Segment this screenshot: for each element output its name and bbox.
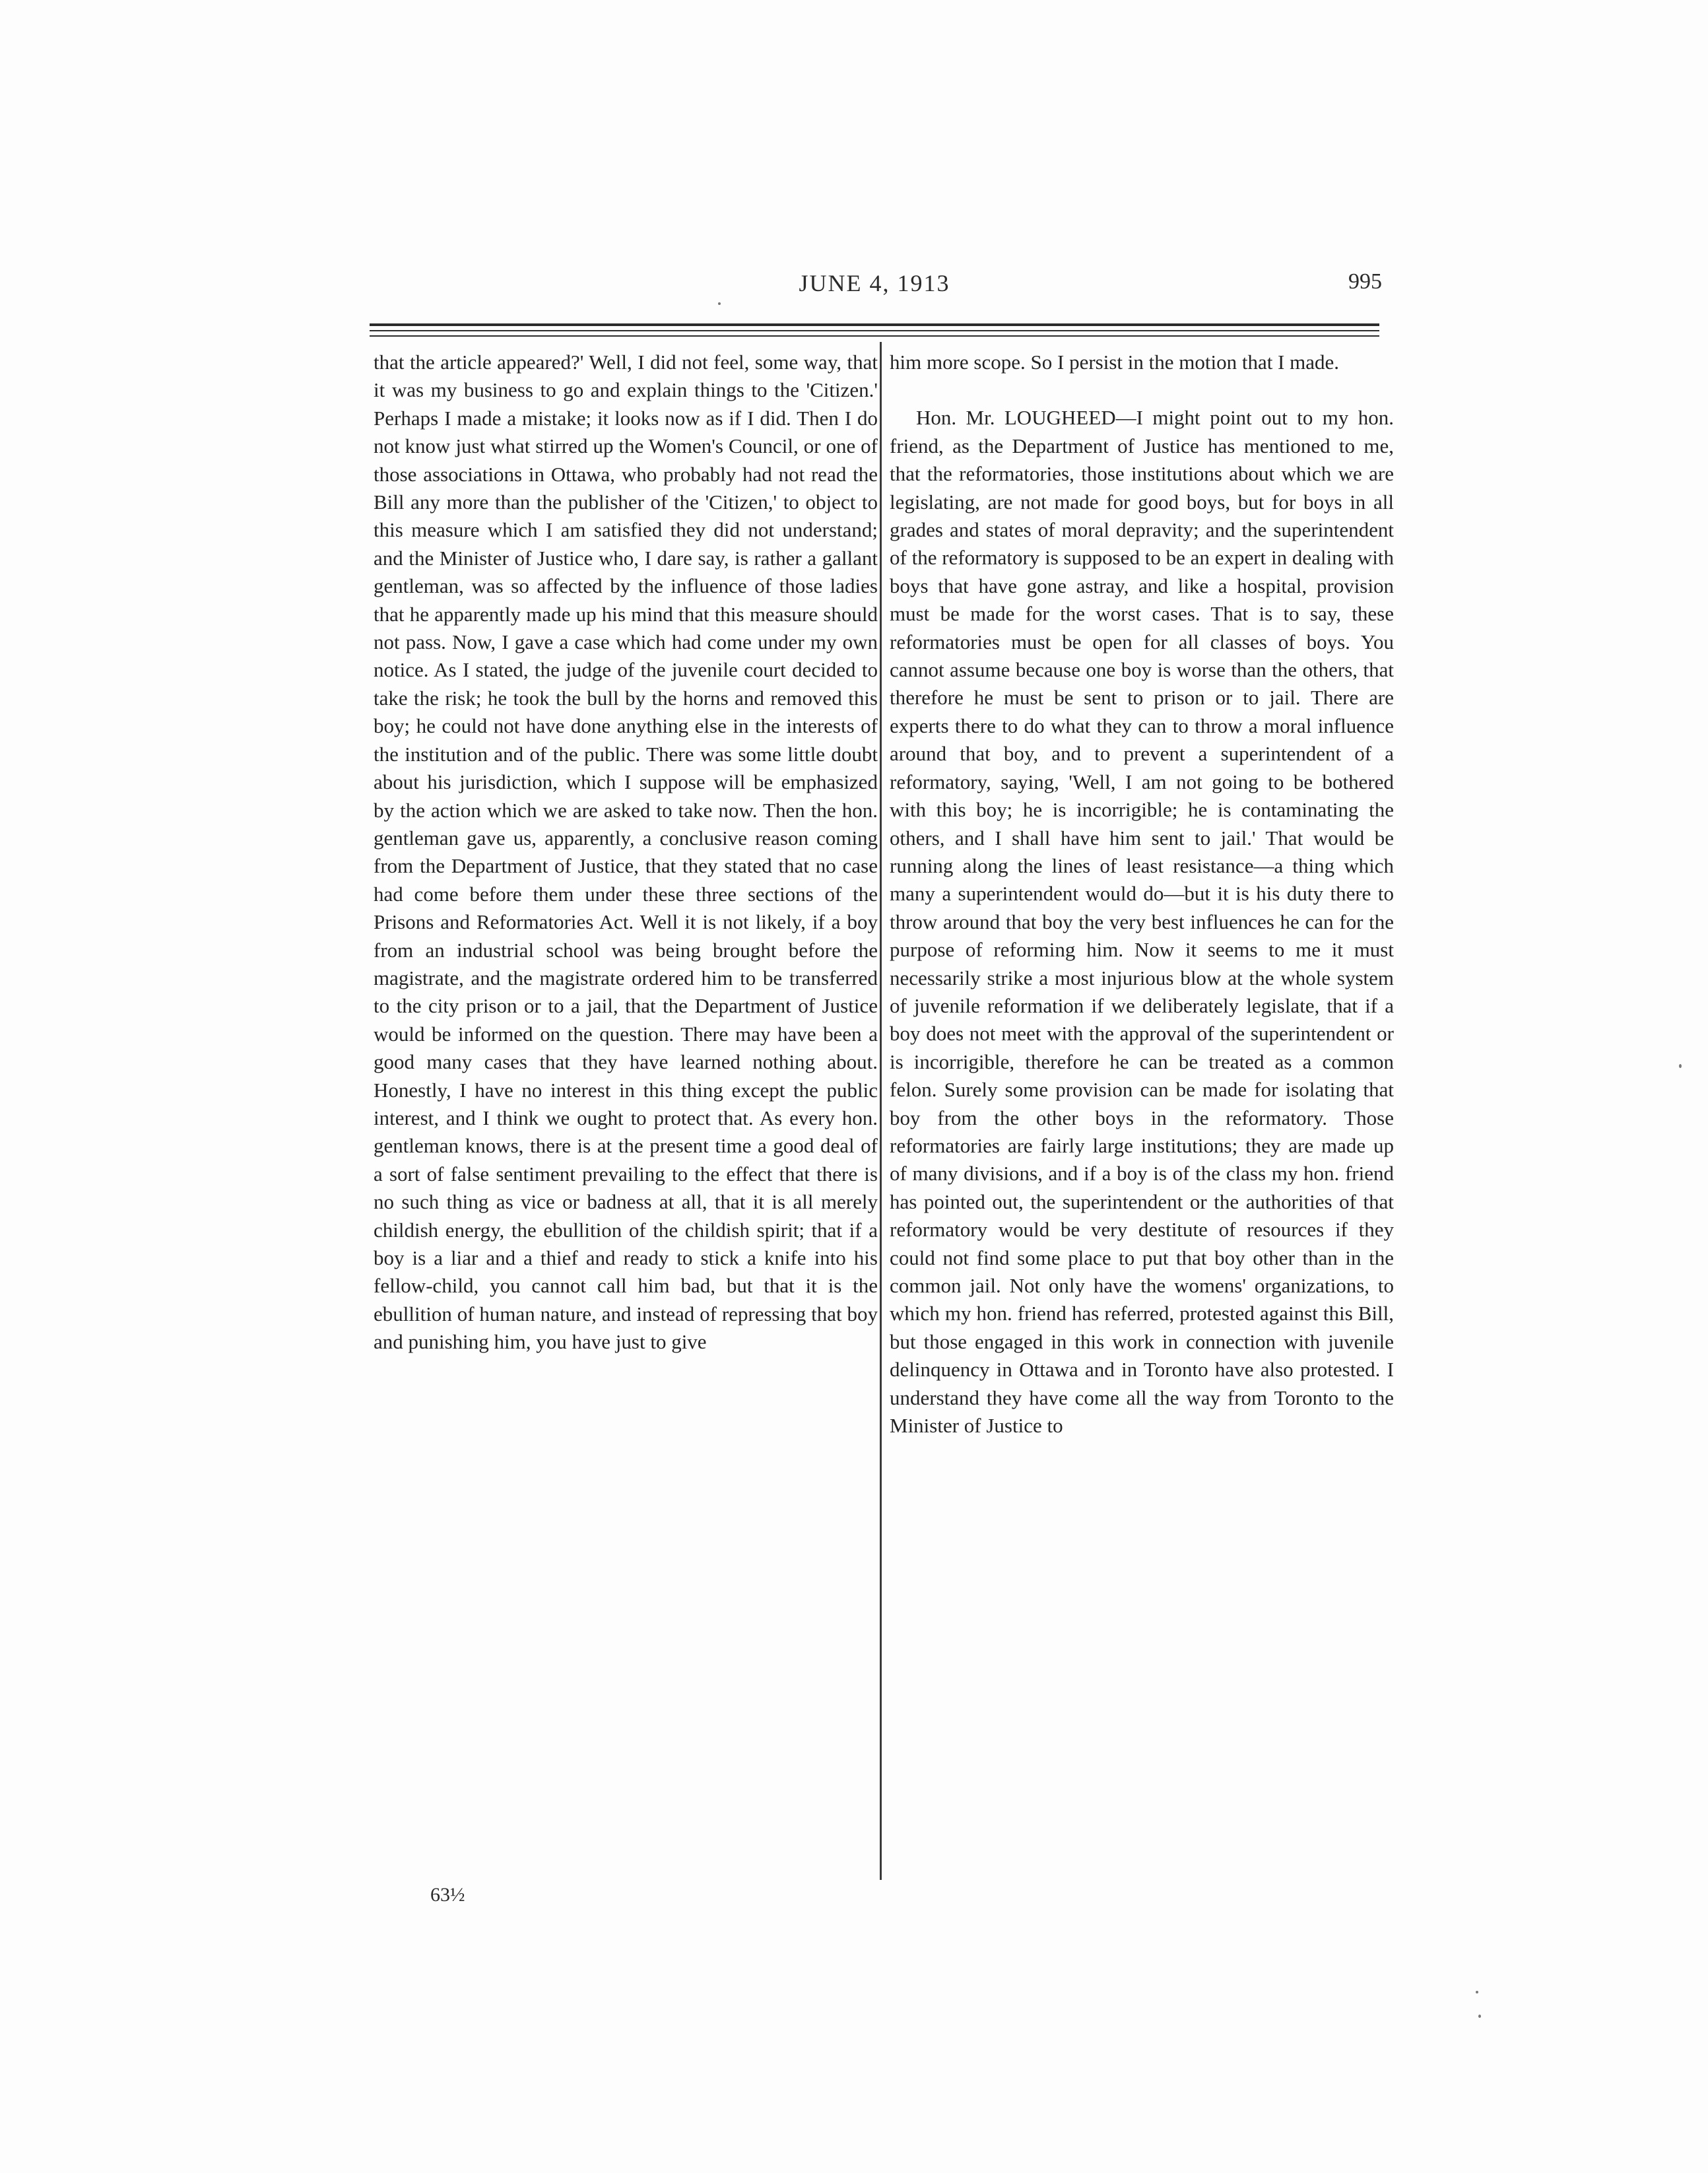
running-head-date: JUNE 4, 1913 <box>799 270 950 296</box>
signature-mark: 63½ <box>430 1884 465 1906</box>
right-column <box>890 349 1394 1440</box>
header-rule-thick <box>370 323 1379 326</box>
right-column-paragraph-1: him more scope. So I persist in the motion that I made. <box>890 351 1340 374</box>
running-head <box>370 269 1382 309</box>
scan-speck <box>1476 1991 1478 1993</box>
header-rule-thin <box>370 330 1379 331</box>
left-column <box>374 349 878 1356</box>
right-column-paragraph-2: Hon. Mr. LOUGHEED—I might point out to my hon. friend, as the Department of Justice has mentioned to me, that the reformatories, those institutions about which we are legislating, are not made for good boys, but for boys in all grades and states of moral depravity; and the superintendent of the reformatory is supposed to be an expert in dealing with boys that have gone astray, and like a hospital, provision must be made for the worst cases. That is to say, these reformatories must be open for all classes of boys. You cannot assume because one boy is worse than the others, that therefore he must be sent to prison or to jail. There are experts there to do what they can to throw a moral influence around that boy, and to prevent a superintendent of a reformatory, saying, 'Well, I am not going to be bothered with this boy; he is incorrigible; he is contaminating the others, and I shall have him sent to jail.' That would be running along the lines of least resistance—a thing which many a superintendent would do—but it is his duty there to throw around that boy the very best influences he can for the purpose of reforming him. Now it seems to me it must necessarily strike a most injurious blow at the whole system of juvenile reformation if we deliberately legislate, that if a boy does not meet with the approval of the superintendent or is incorrigible, therefore he can be treated as a common felon. Surely some provision can be made for isolating that boy from the other boys in the reformatory. Those reformatories are fairly large institutions; they are made up of many divisions, and if a boy is of the class my hon. friend has pointed out, the superintendent or the authorities of that reformatory would be very destitute of resources if they could not find some place to put that boy other than in the common jail. Not only have the womens' organizations, to which my hon. friend has referred, protested against this Bill, but those engaged in this work in connection with juvenile delinquency in Ottawa and in Toronto have also protested. I understand they have come all the way from Toronto to the Minister of Justice to <box>890 406 1394 1438</box>
scan-speck <box>1679 1064 1682 1068</box>
header-rule-thin-lower <box>370 335 1379 337</box>
scan-speck <box>1478 2015 1481 2018</box>
column-divider <box>880 342 882 1880</box>
left-column-text: that the article appeared?' Well, I did not feel, some way, that it was my business to go and explain things to the 'Citizen.' Perhaps I made a mistake; it looks now as if I did. Then I do not know just what stirred up the Women's Council, or one of those associations in Ottawa, who probably had not read the Bill any more than the publisher of the 'Citizen,' to object to this measure which I am satisfied they did not understand; and the Minister of Justice who, I dare say, is rather a gallant gentleman, was so affected by the influence of those ladies that he apparently made up his mind that this measure should not pass. Now, I gave a case which had come under my own notice. As I stated, the judge of the juvenile court decided to take the risk; he took the bull by the horns and removed this boy; he could not have done anything else in the interests of the institution and of the public. There was some little doubt about his jurisdiction, which I suppose will be emphasized by the action which we are asked to take now. Then the hon. gentleman gave us, apparently, a conclusive reason coming from the Department of Justice, that they stated that no case had come before them under these three sections of the Prisons and Reformatories Act. Well it is not likely, if a boy from an industrial school was being brought before the magistrate, and the magistrate ordered him to be transferred to the city prison or to a jail, that the Department of Justice would be informed on the question. There may have been a good many cases that they have learned nothing about. Honestly, I have no interest in this thing except the public interest, and I think we ought to protect that. As every hon. gentleman knows, there is at the present time a good deal of a sort of false sentiment prevailing to the effect that there is no such thing as vice or badness at all, that it is all merely childish energy, the ebullition of the childish spirit; that if a boy is a liar and a thief and ready to stick a knife into his fellow-child, you cannot call him bad, but that it is the ebullition of human nature, and instead of repressing that boy and punishing him, you have just to give <box>374 351 878 1354</box>
scan-speck <box>718 302 721 305</box>
page-number: 995 <box>1348 269 1382 294</box>
